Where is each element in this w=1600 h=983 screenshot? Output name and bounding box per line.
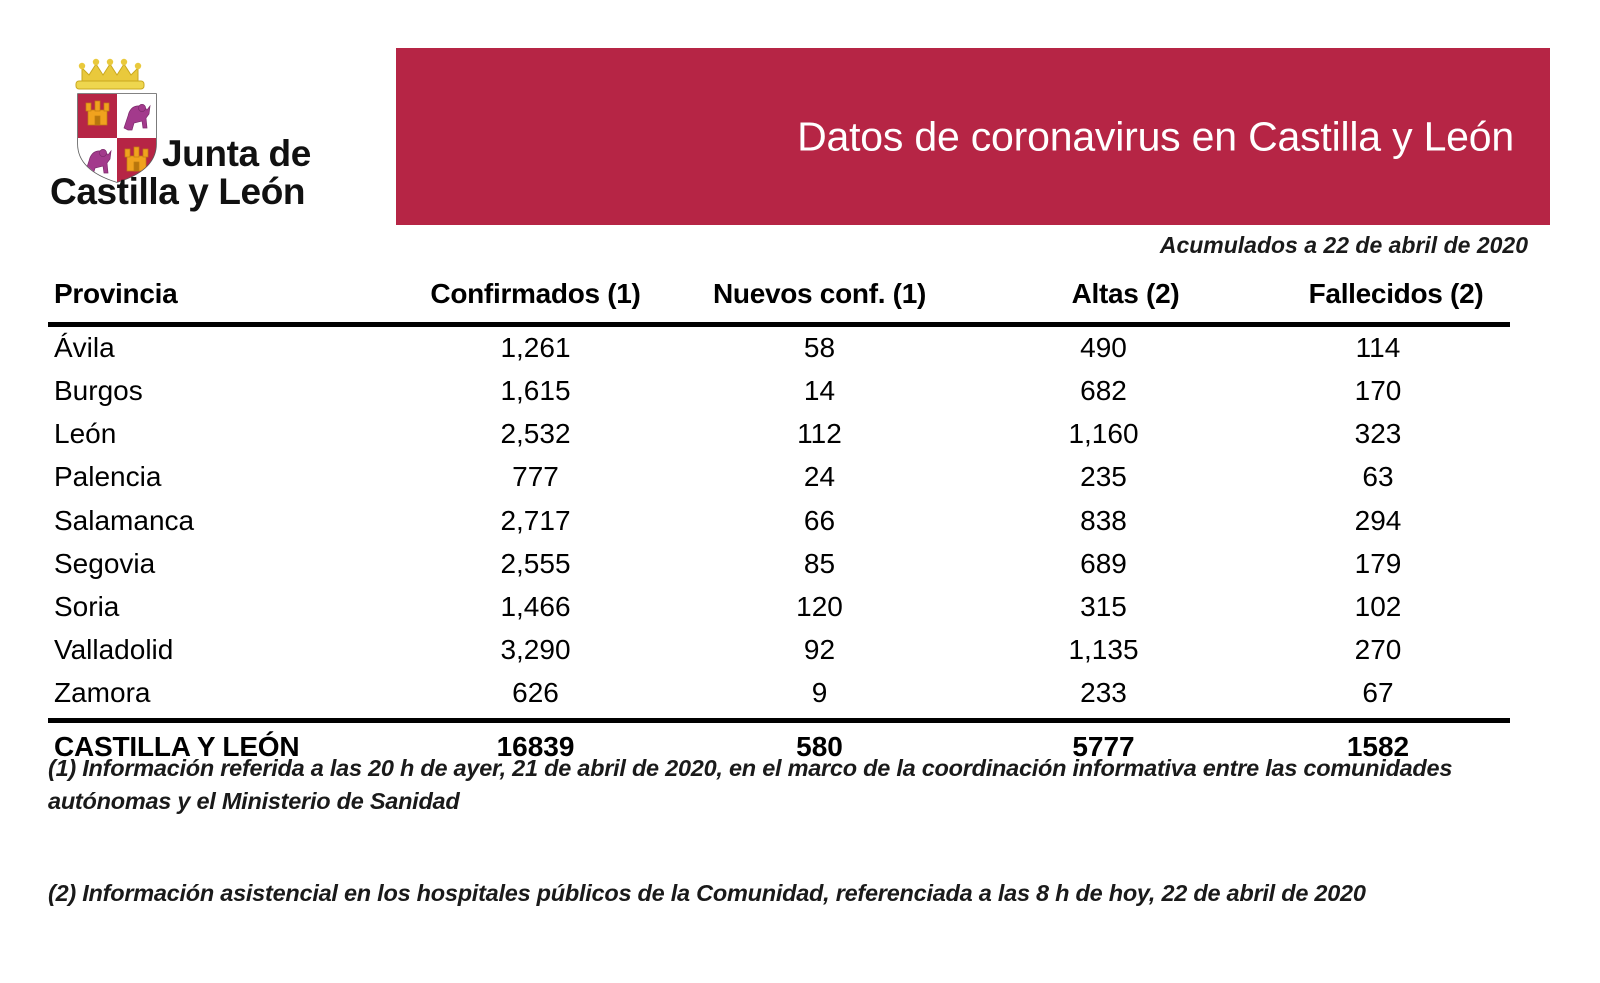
cell-nuevos: 14 bbox=[803, 375, 836, 407]
table-header-row bbox=[48, 278, 1510, 325]
footnotes bbox=[48, 752, 1528, 910]
column-header-fallecidos: Fallecidos (2) bbox=[1308, 278, 1484, 309]
cell-fallecidos: 63 bbox=[1362, 461, 1394, 493]
cell-total-nuevos: 580 bbox=[796, 730, 843, 762]
page-title: Datos de coronavirus en Castilla y León bbox=[797, 113, 1514, 159]
cell-total-altas: 5777 bbox=[1072, 730, 1135, 762]
table-row bbox=[48, 370, 1510, 413]
cell-confirmados: 626 bbox=[512, 676, 559, 708]
cell-total-fallecidos: 1582 bbox=[1346, 730, 1410, 762]
cell-confirmados: 2,717 bbox=[500, 504, 571, 536]
cell-altas: 682 bbox=[1080, 375, 1127, 407]
table-row bbox=[48, 456, 1510, 499]
cell-nuevos: 58 bbox=[803, 332, 836, 364]
cell-confirmados: 777 bbox=[512, 461, 559, 493]
brand-wordmark bbox=[50, 135, 370, 211]
cell-altas: 838 bbox=[1080, 504, 1127, 536]
cell-altas: 1,160 bbox=[1068, 418, 1139, 450]
title-banner bbox=[396, 48, 1550, 225]
cell-provincia: Zamora bbox=[54, 676, 151, 708]
cell-nuevos: 112 bbox=[797, 418, 842, 450]
covid-data-table bbox=[48, 278, 1510, 766]
cell-fallecidos: 294 bbox=[1354, 504, 1402, 536]
cell-provincia: León bbox=[54, 418, 117, 450]
cell-provincia: Burgos bbox=[54, 375, 143, 407]
cell-provincia: Salamanca bbox=[54, 504, 195, 536]
column-header-nuevos-conf: Nuevos conf. (1) bbox=[712, 278, 926, 309]
footnote-1: (1) Información referida a las 20 h de ayer, 21 de abril de 2020, en el marco de la coordinación informativa entre las comunidades autónomas y el Ministerio de Sanidad bbox=[48, 755, 1453, 815]
cell-altas: 689 bbox=[1080, 547, 1127, 579]
cell-provincia: Soria bbox=[54, 590, 120, 622]
cell-fallecidos: 102 bbox=[1354, 590, 1402, 622]
cell-nuevos: 120 bbox=[796, 590, 843, 622]
cell-confirmados: 3,290 bbox=[500, 633, 571, 665]
cell-provincia: Ávila bbox=[54, 332, 115, 364]
cell-altas: 1,135 bbox=[1068, 633, 1139, 665]
cell-fallecidos: 170 bbox=[1354, 375, 1402, 407]
covid-data-table-container bbox=[48, 278, 1510, 766]
table-row bbox=[48, 499, 1510, 542]
cell-nuevos: 85 bbox=[803, 547, 836, 579]
cell-total-label: CASTILLA Y LEÓN bbox=[54, 730, 300, 762]
cell-nuevos: 24 bbox=[803, 461, 836, 493]
cell-nuevos: 92 bbox=[803, 633, 836, 665]
table-row bbox=[48, 325, 1510, 371]
brand-line-1: Junta de bbox=[162, 133, 311, 174]
table-row bbox=[48, 629, 1510, 672]
cell-confirmados: 1,466 bbox=[500, 590, 571, 622]
cell-altas: 315 bbox=[1080, 590, 1127, 622]
cell-fallecidos: 179 bbox=[1354, 547, 1402, 579]
cell-fallecidos: 114 bbox=[1355, 332, 1401, 364]
cell-nuevos: 66 bbox=[803, 504, 836, 536]
cell-fallecidos: 270 bbox=[1354, 633, 1402, 665]
table-row bbox=[48, 672, 1510, 720]
cell-total-confirmados: 16839 bbox=[496, 730, 575, 762]
junta-logo bbox=[42, 40, 372, 220]
cell-confirmados: 1,261 bbox=[500, 332, 571, 364]
cell-altas: 235 bbox=[1080, 461, 1127, 493]
column-header-provincia: Provincia bbox=[54, 278, 178, 309]
cell-fallecidos: 67 bbox=[1362, 676, 1394, 708]
brand-line-2: Castilla y León bbox=[50, 171, 306, 213]
column-header-altas: Altas (2) bbox=[1071, 278, 1180, 309]
cell-altas: 490 bbox=[1080, 332, 1127, 364]
cell-provincia: Palencia bbox=[54, 461, 162, 493]
cell-confirmados: 2,532 bbox=[500, 418, 571, 450]
cell-provincia: Valladolid bbox=[54, 633, 174, 665]
table-header bbox=[48, 278, 1510, 325]
cell-provincia: Segovia bbox=[54, 547, 156, 579]
column-header-confirmados: Confirmados (1) bbox=[430, 278, 641, 309]
cell-confirmados: 1,615 bbox=[500, 375, 571, 407]
cell-altas: 233 bbox=[1080, 676, 1127, 708]
table-row bbox=[48, 413, 1510, 456]
page-header bbox=[0, 0, 1600, 232]
footnote-2: (2) Información asistencial en los hospitales públicos de la Comunidad, referenciada a las 8 h de hoy, 22 de abril de 2020 bbox=[48, 879, 1366, 906]
table-body bbox=[48, 325, 1510, 767]
table-row bbox=[48, 586, 1510, 629]
cell-fallecidos: 323 bbox=[1354, 418, 1402, 450]
accumulated-date-label: Acumulados a 22 de abril de 2020 bbox=[1159, 232, 1528, 258]
table-row bbox=[48, 542, 1510, 585]
cell-nuevos: 9 bbox=[811, 676, 828, 708]
cell-confirmados: 2,555 bbox=[500, 547, 571, 579]
